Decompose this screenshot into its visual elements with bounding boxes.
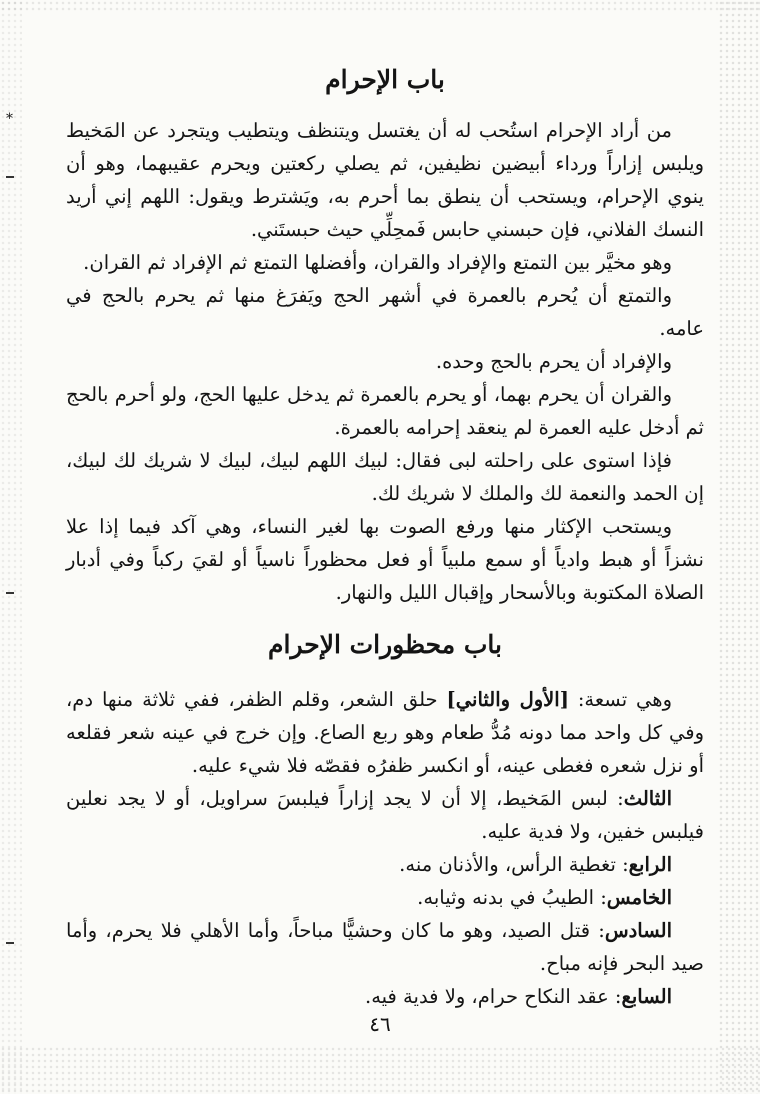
item-text: : لبس المَخيط، إلا أن لا يجد إزاراً فيلبسَ سراويل، أو لا يجد نعلين فيلبس خفين، ولا فدية عليه.	[66, 787, 704, 843]
decorative-border-right	[718, 0, 760, 1094]
margin-dash-mark	[6, 592, 14, 594]
intro-bold-label: [الأول والثاني]	[446, 688, 569, 711]
decorative-border-top	[0, 0, 760, 12]
margin-dash-mark	[6, 176, 14, 178]
prohibition-item	[66, 848, 704, 881]
item-text: : تغطية الرأس، والأذنان منه.	[399, 853, 629, 876]
intro-rest: حلق الشعر، وقلم الظفر، ففي ثلاثة منها دم، وفي كل واحد مما دونه مُدُّ طعام وهو ربع الصاع. وإن خرج في عينه شعر فقلعه أو نزل شعره فغطى عينه، أو انكسر ظفرُه فقصّه فلا شيء عليه.	[66, 688, 704, 777]
item-text: : عقد النكاح حرام، ولا فدية فيه.	[365, 985, 622, 1008]
decorative-border-left	[0, 0, 22, 1094]
paragraph: والقران أن يحرم بهما، أو يحرم بالعمرة ثم يدخل عليها الحج، ولو أحرم بالحج ثم أدخل عليه العمرة لم ينعقد إحرامه بالعمرة.	[66, 383, 704, 439]
item-text: : الطيبُ في بدنه وثيابه.	[417, 886, 607, 909]
section-title-ihram: باب الإحرام	[325, 65, 445, 94]
margin-star-mark: *	[6, 111, 13, 127]
prohibition-item	[66, 914, 704, 980]
prohibition-item	[66, 881, 704, 914]
item-label: السادس	[604, 919, 672, 942]
item-label: الرابع	[628, 853, 672, 876]
paragraph: وهو مخيَّر بين التمتع والإفراد والقران، وأفضلها التمتع ثم الإفراد ثم القران.	[83, 251, 672, 274]
paragraph: والإفراد أن يحرم بالحج وحده.	[435, 350, 672, 373]
prohibition-item	[66, 980, 704, 1013]
section-title-prohibitions: باب محظورات الإحرام	[268, 630, 502, 659]
page-content	[66, 60, 704, 1013]
item-text: : قتل الصيد، وهو ما كان وحشيًّا مباحاً، وأما الأهلي فلا يحرم، وأما صيد البحر فإنه مباح.	[66, 919, 704, 975]
paragraph: والتمتع أن يُحرم بالعمرة في أشهر الحج ويَفرَغ منها ثم يحرم بالحج في عامه.	[66, 284, 704, 340]
decorative-border-bottom	[0, 1046, 760, 1094]
paragraph: فإذا استوى على راحلته لبى فقال: لبيك اللهم لبيك، لبيك لا شريك لك لبيك، إن الحمد والنعمة لك والملك لا شريك لك.	[66, 449, 704, 505]
item-label: السابع	[621, 985, 672, 1008]
page-number: ٤٦	[369, 1012, 391, 1036]
paragraph: من أراد الإحرام استُحب له أن يغتسل ويتنظف ويتطيب ويتجرد عن المَخيط ويلبس إزاراً ورداء أبيضين نظيفين، ثم يصلي ركعتين ويحرم عقيبهما، وهو أن ينوي الإحرام، ويستحب أن ينطق بما أحرم به، ويَشترط ويقول: اللهم إني أريد النسك الفلاني، فإن حبسني حابس فَمحِلِّي حيث حبستَني.	[66, 119, 704, 241]
intro-prefix: وهي تسعة:	[568, 688, 672, 711]
paragraph-intro	[66, 683, 704, 782]
prohibition-item	[66, 782, 704, 848]
margin-dash-mark	[6, 942, 14, 944]
item-label: الخامس	[606, 886, 672, 909]
item-label: الثالث	[623, 787, 672, 810]
paragraph: ويستحب الإكثار منها ورفع الصوت بها لغير النساء، وهي آكد فيما إذا علا نشزاً أو هبط وادياً أو سمع ملبياً أو فعل محظوراً ناسياً أو لقيَ ركباً وفي أدبار الصلاة المكتوبة وبالأسحار وإقبال الليل والنهار.	[66, 515, 704, 604]
